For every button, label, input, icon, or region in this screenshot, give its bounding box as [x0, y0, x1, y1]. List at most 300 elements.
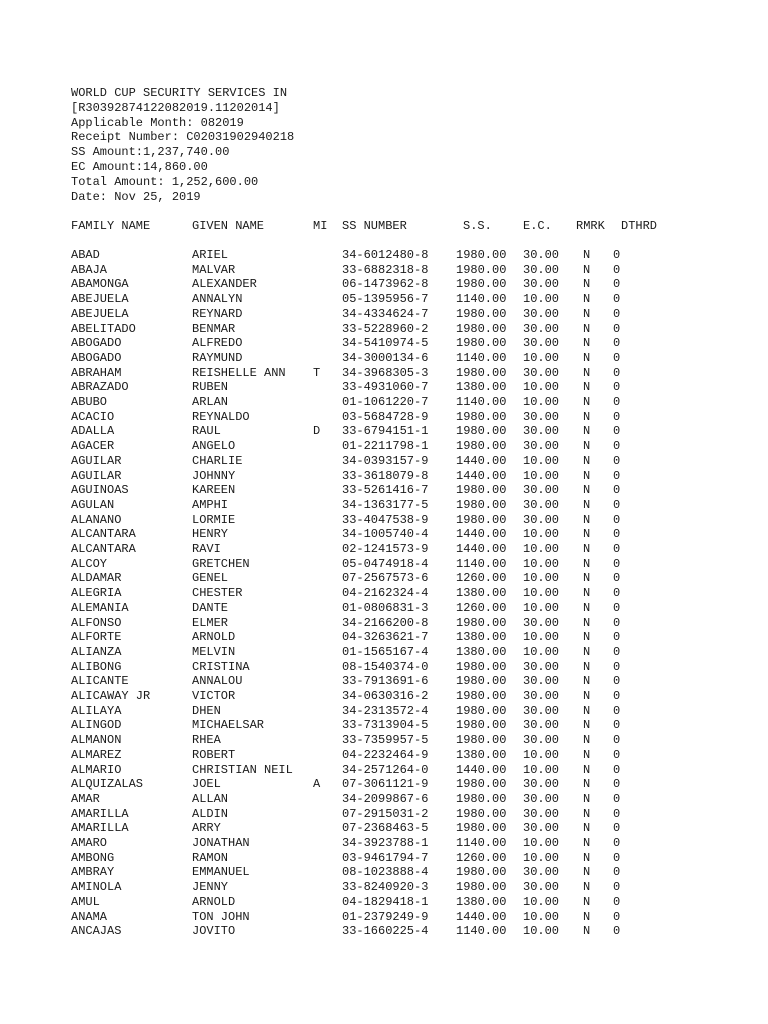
ec-value: 30.00 — [523, 718, 560, 733]
reference-code: [R30392874122082019.11202014] — [71, 100, 280, 115]
rmrk: N — [583, 747, 591, 762]
family-name: ADALLA — [71, 424, 115, 439]
dthrd: 0 — [613, 777, 621, 792]
ss-number: 34-2166200-8 — [342, 615, 429, 630]
given-name: RAYMUND — [192, 350, 243, 365]
ss-value: 1380.00 — [456, 644, 507, 659]
table-row — [0, 777, 768, 792]
ss-number: 03-5684728-9 — [342, 409, 429, 424]
ec-value: 10.00 — [523, 586, 560, 601]
ss-number: 34-1005740-4 — [342, 527, 429, 542]
ec-value: 10.00 — [523, 747, 560, 762]
family-name: AMUL — [71, 894, 100, 909]
family-name: ALILAYA — [71, 703, 122, 718]
ss-value: 1260.00 — [456, 571, 507, 586]
rmrk: N — [583, 659, 591, 674]
given-name: RAMON — [192, 850, 229, 865]
ss-number: 34-3923788-1 — [342, 836, 429, 850]
ss-number: 04-3263621-7 — [342, 630, 429, 645]
ss-number: 07-2915031-2 — [342, 806, 429, 821]
rmrk: N — [583, 644, 591, 659]
ss-value: 1980.00 — [456, 248, 507, 262]
ec-value: 10.00 — [523, 380, 560, 395]
rmrk: N — [583, 321, 591, 336]
ss-number: 33-4047538-9 — [342, 512, 429, 527]
ec-value: 30.00 — [523, 865, 560, 880]
dthrd: 0 — [613, 483, 621, 498]
dthrd: 0 — [613, 468, 621, 483]
col-given-name: GIVEN NAME — [192, 219, 265, 233]
col-mi: MI — [313, 219, 328, 233]
family-name: ABOGADO — [71, 336, 122, 351]
ec-value: 30.00 — [523, 306, 560, 321]
dthrd: 0 — [613, 703, 621, 718]
ec-value: 30.00 — [523, 336, 560, 351]
dthrd: 0 — [613, 806, 621, 821]
ec-value: 10.00 — [523, 556, 560, 571]
dthrd: 0 — [613, 365, 621, 380]
rmrk: N — [583, 777, 591, 792]
ss-value: 1980.00 — [456, 512, 507, 527]
ss-value: 1980.00 — [456, 806, 507, 821]
family-name: ALCOY — [71, 556, 108, 571]
ss-value: 1980.00 — [456, 733, 507, 748]
ec-value: 30.00 — [523, 689, 560, 703]
ss-value: 1980.00 — [456, 439, 507, 454]
table-row — [0, 704, 768, 719]
dthrd: 0 — [613, 277, 621, 292]
rmrk: N — [583, 733, 591, 748]
table-row — [0, 277, 768, 292]
ss-number: 08-1023888-4 — [342, 865, 429, 880]
table-row — [0, 439, 768, 454]
family-name: ANCAJAS — [71, 924, 122, 939]
col-ss: S.S. — [463, 219, 492, 233]
ec-value: 30.00 — [523, 777, 560, 792]
dthrd: 0 — [613, 395, 621, 409]
table-row — [0, 689, 768, 704]
dthrd: 0 — [613, 644, 621, 659]
family-name: ALICAWAY JR — [71, 689, 151, 703]
dthrd: 0 — [613, 762, 621, 777]
rmrk: N — [583, 865, 591, 880]
ec-value: 30.00 — [523, 806, 560, 821]
ss-value: 1980.00 — [456, 277, 507, 292]
family-name: ALEGRIA — [71, 586, 122, 601]
given-name: ELMER — [192, 615, 229, 630]
table-row — [0, 733, 768, 748]
ss-value: 1380.00 — [456, 894, 507, 909]
ss-value: 1980.00 — [456, 306, 507, 321]
table-row — [0, 307, 768, 322]
given-name: VICTOR — [192, 689, 236, 703]
rmrk: N — [583, 262, 591, 277]
ss-value: 1260.00 — [456, 850, 507, 865]
rmrk: N — [583, 306, 591, 321]
rmrk: N — [583, 924, 591, 939]
ss-value: 1380.00 — [456, 747, 507, 762]
table-row — [0, 748, 768, 763]
table-row — [0, 630, 768, 645]
table-row — [0, 865, 768, 880]
family-name: ALANANO — [71, 512, 122, 527]
rmrk: N — [583, 350, 591, 365]
ec-value: 30.00 — [523, 880, 560, 895]
family-name: ABAJA — [71, 262, 108, 277]
given-name: ANNALYN — [192, 292, 243, 307]
table-row — [0, 616, 768, 631]
ss-number: 07-2368463-5 — [342, 821, 429, 836]
ss-number: 01-2211798-1 — [342, 439, 429, 454]
ss-number: 34-2571264-0 — [342, 762, 429, 777]
given-name: JONATHAN — [192, 836, 250, 850]
given-name: AMPHI — [192, 497, 229, 512]
dthrd: 0 — [613, 336, 621, 351]
ss-value: 1980.00 — [456, 409, 507, 424]
ss-value: 1440.00 — [456, 453, 507, 468]
ss-value: 1140.00 — [456, 924, 507, 939]
family-name: ALIANZA — [71, 644, 122, 659]
family-name: AGUILAR — [71, 453, 122, 468]
table-row — [0, 322, 768, 337]
given-name: ARLAN — [192, 395, 229, 409]
rmrk: N — [583, 689, 591, 703]
dthrd: 0 — [613, 600, 621, 615]
rmrk: N — [583, 439, 591, 454]
given-name: CHRISTIAN NEIL — [192, 762, 293, 777]
rmrk: N — [583, 497, 591, 512]
family-name: AGUILAR — [71, 468, 122, 483]
table-row — [0, 660, 768, 675]
family-name: AMBONG — [71, 850, 115, 865]
family-name: ALMAREZ — [71, 747, 122, 762]
rmrk: N — [583, 248, 591, 262]
table-row — [0, 910, 768, 925]
dthrd: 0 — [613, 821, 621, 836]
ec-value: 10.00 — [523, 836, 560, 850]
table-row — [0, 366, 768, 381]
ss-value: 1980.00 — [456, 262, 507, 277]
rmrk: N — [583, 703, 591, 718]
dthrd: 0 — [613, 791, 621, 806]
rmrk: N — [583, 453, 591, 468]
given-name: TON JOHN — [192, 909, 250, 924]
family-name: ALICANTE — [71, 674, 129, 689]
given-name: ANGELO — [192, 439, 236, 454]
dthrd: 0 — [613, 262, 621, 277]
ec-value: 30.00 — [523, 615, 560, 630]
dthrd: 0 — [613, 733, 621, 748]
rmrk: N — [583, 630, 591, 645]
ss-number: 04-2232464-9 — [342, 747, 429, 762]
rmrk: N — [583, 556, 591, 571]
dthrd: 0 — [613, 689, 621, 703]
applicable-month: Applicable Month: 082019 — [71, 115, 244, 130]
ec-value: 30.00 — [523, 321, 560, 336]
table-row — [0, 557, 768, 572]
ec-value: 30.00 — [523, 262, 560, 277]
table-row — [0, 410, 768, 425]
rmrk: N — [583, 718, 591, 733]
ec-value: 10.00 — [523, 924, 560, 939]
total-amount: Total Amount: 1,252,600.00 — [71, 174, 259, 189]
col-ec: E.C. — [523, 219, 552, 233]
dthrd: 0 — [613, 409, 621, 424]
table-row — [0, 336, 768, 351]
ss-value: 1440.00 — [456, 468, 507, 483]
dthrd: 0 — [613, 571, 621, 586]
rmrk: N — [583, 365, 591, 380]
dthrd: 0 — [613, 850, 621, 865]
given-name: BENMAR — [192, 321, 236, 336]
given-name: ALDIN — [192, 806, 229, 821]
dthrd: 0 — [613, 542, 621, 556]
ss-number: 33-7313904-5 — [342, 718, 429, 733]
dthrd: 0 — [613, 880, 621, 895]
dthrd: 0 — [613, 424, 621, 439]
ss-value: 1980.00 — [456, 615, 507, 630]
rmrk: N — [583, 409, 591, 424]
ec-value: 30.00 — [523, 674, 560, 689]
table-row — [0, 454, 768, 469]
table-row — [0, 424, 768, 439]
family-name: ALIBONG — [71, 659, 122, 674]
middle-initial: D — [313, 424, 321, 439]
family-name: ABRAZADO — [71, 380, 129, 395]
given-name: HENRY — [192, 527, 229, 542]
given-name: MICHAELSAR — [192, 718, 265, 733]
ec-value: 10.00 — [523, 850, 560, 865]
table-row — [0, 674, 768, 689]
ss-amount: SS Amount:1,237,740.00 — [71, 145, 230, 160]
ec-value: 30.00 — [523, 277, 560, 292]
family-name: ALDAMAR — [71, 571, 122, 586]
family-name: AMARILLA — [71, 821, 129, 836]
middle-initial: A — [313, 777, 321, 792]
dthrd: 0 — [613, 865, 621, 880]
given-name: JOEL — [192, 777, 221, 792]
table-row — [0, 513, 768, 528]
dthrd: 0 — [613, 615, 621, 630]
dthrd: 0 — [613, 659, 621, 674]
ss-number: 08-1540374-0 — [342, 659, 429, 674]
ss-number: 34-6012480-8 — [342, 248, 429, 262]
ec-value: 10.00 — [523, 468, 560, 483]
ec-value: 30.00 — [523, 497, 560, 512]
ss-value: 1980.00 — [456, 424, 507, 439]
ss-value: 1140.00 — [456, 556, 507, 571]
company-name: WORLD CUP SECURITY SERVICES IN — [71, 86, 288, 100]
ec-value: 30.00 — [523, 483, 560, 498]
col-rmrk: RMRK — [576, 219, 605, 233]
rmrk: N — [583, 836, 591, 850]
ss-number: 07-3061121-9 — [342, 777, 429, 792]
family-name: ABELITADO — [71, 321, 136, 336]
ss-number: 34-0630316-2 — [342, 689, 429, 703]
ss-number: 04-2162324-4 — [342, 586, 429, 601]
rmrk: N — [583, 336, 591, 351]
family-name: ALINGOD — [71, 718, 122, 733]
rmrk: N — [583, 512, 591, 527]
ss-number: 33-8240920-3 — [342, 880, 429, 895]
dthrd: 0 — [613, 497, 621, 512]
given-name: RUBEN — [192, 380, 229, 395]
ss-value: 1980.00 — [456, 674, 507, 689]
dthrd: 0 — [613, 527, 621, 542]
given-name: KAREEN — [192, 483, 236, 498]
ec-value: 10.00 — [523, 571, 560, 586]
ss-value: 1980.00 — [456, 365, 507, 380]
dthrd: 0 — [613, 909, 621, 924]
rmrk: N — [583, 909, 591, 924]
ss-number: 33-1660225-4 — [342, 924, 429, 939]
ss-value: 1380.00 — [456, 380, 507, 395]
ec-value: 30.00 — [523, 409, 560, 424]
ss-value: 1980.00 — [456, 791, 507, 806]
dthrd: 0 — [613, 350, 621, 365]
ss-value: 1980.00 — [456, 718, 507, 733]
ec-value: 10.00 — [523, 762, 560, 777]
ss-number: 05-0474918-4 — [342, 556, 429, 571]
rmrk: N — [583, 380, 591, 395]
ec-value: 10.00 — [523, 630, 560, 645]
ss-value: 1440.00 — [456, 527, 507, 542]
ss-number: 06-1473962-8 — [342, 277, 429, 292]
family-name: ALCANTARA — [71, 527, 136, 542]
dthrd: 0 — [613, 586, 621, 601]
ss-number: 33-5228960-2 — [342, 321, 429, 336]
dthrd: 0 — [613, 306, 621, 321]
given-name: MALVAR — [192, 262, 236, 277]
table-row — [0, 718, 768, 733]
given-name: ALFREDO — [192, 336, 243, 351]
report-header — [71, 86, 294, 204]
given-name: ALEXANDER — [192, 277, 257, 292]
family-name: ALMARIO — [71, 762, 122, 777]
ec-value: 30.00 — [523, 512, 560, 527]
dthrd: 0 — [613, 321, 621, 336]
rmrk: N — [583, 292, 591, 307]
family-name: AGUINOAS — [71, 483, 129, 498]
family-name: AMAR — [71, 791, 100, 806]
rmrk: N — [583, 674, 591, 689]
dthrd: 0 — [613, 836, 621, 850]
ec-value: 30.00 — [523, 248, 560, 262]
rmrk: N — [583, 821, 591, 836]
rmrk: N — [583, 468, 591, 483]
family-name: ALFONSO — [71, 615, 122, 630]
col-dthrd: DTHRD — [621, 219, 658, 233]
ss-value: 1980.00 — [456, 659, 507, 674]
family-name: ABUBO — [71, 395, 108, 409]
table-row — [0, 292, 768, 307]
table-row — [0, 586, 768, 601]
given-name: REYNARD — [192, 306, 243, 321]
ss-value: 1140.00 — [456, 350, 507, 365]
ss-number: 33-6882318-8 — [342, 262, 429, 277]
family-name: ABOGADO — [71, 350, 122, 365]
ss-number: 33-6794151-1 — [342, 424, 429, 439]
dthrd: 0 — [613, 380, 621, 395]
ss-value: 1980.00 — [456, 777, 507, 792]
table-row — [0, 395, 768, 410]
rmrk: N — [583, 586, 591, 601]
ss-number: 34-2099867-6 — [342, 791, 429, 806]
table-row — [0, 527, 768, 542]
dthrd: 0 — [613, 630, 621, 645]
dthrd: 0 — [613, 924, 621, 939]
ss-number: 34-0393157-9 — [342, 453, 429, 468]
rmrk: N — [583, 542, 591, 556]
rmrk: N — [583, 762, 591, 777]
ss-value: 1980.00 — [456, 703, 507, 718]
col-ss-number: SS NUMBER — [342, 219, 407, 233]
ss-number: 02-1241573-9 — [342, 542, 429, 556]
ss-number: 33-4931060-7 — [342, 380, 429, 395]
ss-number: 34-3968305-3 — [342, 365, 429, 380]
dthrd: 0 — [613, 248, 621, 262]
dthrd: 0 — [613, 512, 621, 527]
table-row — [0, 924, 768, 939]
table-row — [0, 645, 768, 660]
ss-value: 1260.00 — [456, 600, 507, 615]
ss-value: 1980.00 — [456, 321, 507, 336]
given-name: MELVIN — [192, 644, 236, 659]
table-row — [0, 763, 768, 778]
ec-value: 10.00 — [523, 644, 560, 659]
family-name: AMBRAY — [71, 865, 115, 880]
given-name: JOHNNY — [192, 468, 236, 483]
ss-value: 1440.00 — [456, 909, 507, 924]
family-name: ABEJUELA — [71, 306, 129, 321]
family-name: ABAMONGA — [71, 277, 129, 292]
col-family-name: FAMILY NAME — [71, 219, 151, 233]
report-date: Date: Nov 25, 2019 — [71, 189, 201, 204]
rmrk: N — [583, 791, 591, 806]
ss-number: 34-3000134-6 — [342, 350, 429, 365]
table-row — [0, 807, 768, 822]
table-row — [0, 880, 768, 895]
given-name: CHESTER — [192, 586, 243, 601]
given-name: ALLAN — [192, 791, 229, 806]
family-name: AGACER — [71, 439, 115, 454]
table-row — [0, 851, 768, 866]
given-name: DHEN — [192, 703, 221, 718]
ec-value: 10.00 — [523, 395, 560, 409]
rmrk: N — [583, 880, 591, 895]
ec-value: 30.00 — [523, 821, 560, 836]
ss-number: 33-7913691-6 — [342, 674, 429, 689]
ec-value: 30.00 — [523, 791, 560, 806]
rmrk: N — [583, 527, 591, 542]
ss-number: 34-4334624-7 — [342, 306, 429, 321]
given-name: REYNALDO — [192, 409, 250, 424]
table-row — [0, 821, 768, 836]
dthrd: 0 — [613, 674, 621, 689]
table-row — [0, 601, 768, 616]
given-name: JENNY — [192, 880, 229, 895]
ec-value: 30.00 — [523, 659, 560, 674]
given-name: ARNOLD — [192, 630, 236, 645]
rmrk: N — [583, 395, 591, 409]
family-name: ANAMA — [71, 909, 108, 924]
ss-value: 1140.00 — [456, 836, 507, 850]
ec-value: 10.00 — [523, 542, 560, 556]
table-row — [0, 380, 768, 395]
middle-initial: T — [313, 365, 321, 380]
ss-value: 1980.00 — [456, 821, 507, 836]
ss-value: 1980.00 — [456, 336, 507, 351]
